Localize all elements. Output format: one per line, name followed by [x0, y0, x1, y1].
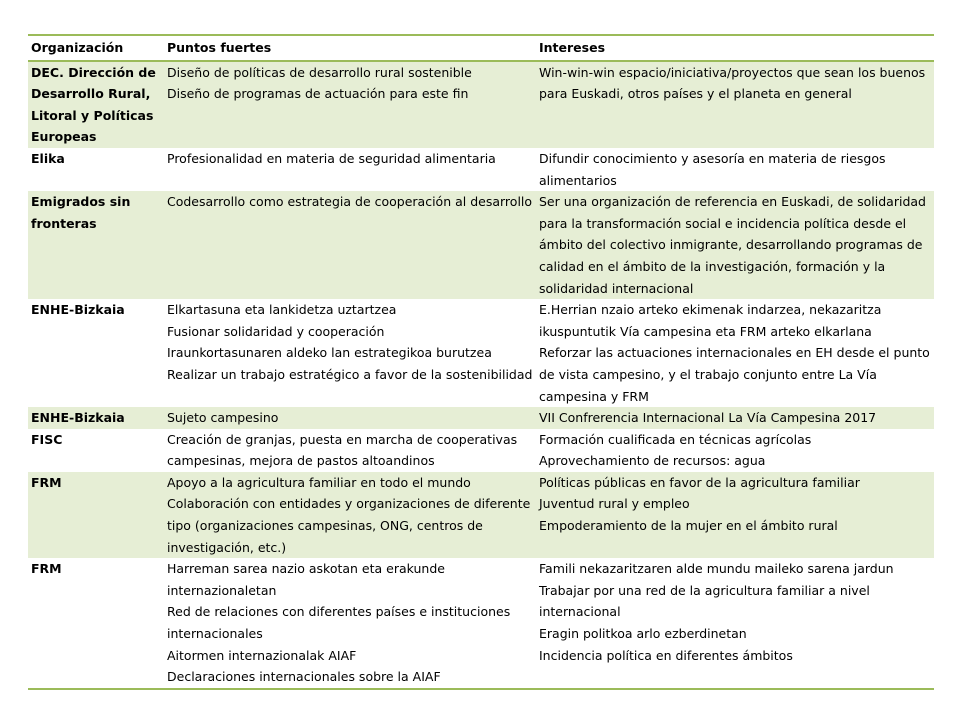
- strength-item: Red de relaciones con diferentes países e instituciones internacionales: [167, 604, 511, 642]
- organization-cell: Elika: [31, 150, 65, 166]
- strength-item: Declaraciones internacionales sobre la AIAF: [167, 669, 441, 685]
- interests-cell: [536, 407, 934, 429]
- interests-cell: [536, 472, 934, 558]
- strengths-cell: [164, 148, 536, 191]
- table-row: [28, 191, 934, 299]
- interest-item: Empoderamiento de la mujer en el ámbito rural: [539, 518, 838, 534]
- interests-cell: [536, 429, 934, 472]
- interests-cell: [536, 191, 934, 299]
- strength-item: Sujeto campesino: [167, 410, 279, 426]
- interest-item: Trabajar por una red de la agricultura familiar a nivel internacional: [539, 582, 870, 620]
- header-organizacion: Organización: [31, 40, 124, 55]
- interest-item: Reforzar las actuaciones internacionales en EH desde el punto de vista campesino, y el trabajo conjunto entre La Vía campesina y FRM: [539, 345, 930, 404]
- interests-cell: [536, 558, 934, 689]
- table-row: [28, 429, 934, 472]
- table-header: [28, 35, 934, 61]
- header-intereses: Intereses: [539, 40, 606, 55]
- table-row: [28, 558, 934, 689]
- strength-item: Colaboración con entidades y organizaciones de diferente tipo (organizaciones campesinas, ONG, centros de investigación, etc.): [167, 496, 531, 555]
- strength-item: Diseño de políticas de desarrollo rural sostenible: [167, 64, 472, 80]
- interest-item: Juventud rural y empleo: [539, 496, 690, 512]
- table-row: [28, 472, 934, 558]
- strength-item: Iraunkortasunaren aldeko lan estrategikoa burutzea: [167, 345, 492, 361]
- table-body: [28, 61, 934, 689]
- strengths-cell: [164, 407, 536, 429]
- table-row: [28, 148, 934, 191]
- strength-item: Aitormen internazionalak AIAF: [167, 647, 357, 663]
- table-row: [28, 299, 934, 407]
- strength-item: Diseño de programas de actuación para este fin: [167, 86, 469, 102]
- interest-item: Famili nekazaritzaren alde mundu maileko sarena jardun: [539, 561, 894, 577]
- interest-item: Incidencia política en diferentes ámbitos: [539, 647, 793, 663]
- strengths-cell: [164, 558, 536, 689]
- strengths-cell: [164, 472, 536, 558]
- organization-cell: ENHE-Bizkaia: [31, 302, 125, 318]
- header-puntos-fuertes: Puntos fuertes: [167, 40, 272, 55]
- interest-item: Eragin politkoa arlo ezberdinetan: [539, 626, 747, 642]
- strength-item: Harreman sarea nazio askotan eta erakunde internazionaletan: [167, 561, 445, 598]
- interest-item: Formación cualificada en técnicas agrícolas: [539, 431, 812, 447]
- interest-item: Ser una organización de referencia en Euskadi, de solidaridad para la transformación social e incidencia política desde el ámbito del colectivo inmigrante, desarrollando programas de calidad en el ámbito de la investigación, formación y la solidaridad internacional: [539, 194, 926, 296]
- interest-item: Difundir conocimiento y asesoría en materia de riesgos alimentarios: [539, 150, 886, 188]
- strengths-cell: [164, 61, 536, 148]
- header-row: [28, 35, 934, 61]
- interest-item: E.Herrian nzaio arteko ekimenak indarzea, nekazaritza ikuspuntutik Vía campesina eta FRM arteko elkarlana: [539, 302, 882, 339]
- organization-cell: Emigrados sin fronteras: [28, 191, 164, 299]
- interest-item: Win-win-win espacio/iniciativa/proyectos que sean los buenos para Euskadi, otros países y el planeta en general: [539, 64, 926, 102]
- strength-item: Apoyo a la agricultura familiar en todo el mundo: [167, 474, 471, 490]
- strength-item: Realizar un trabajo estratégico a favor de la sostenibilidad: [167, 366, 533, 382]
- organization-cell: ENHE-Bizkaia: [28, 407, 164, 429]
- interest-item: Políticas públicas en favor de la agricultura familiar: [539, 474, 860, 490]
- organization-cell: FISC: [31, 431, 63, 447]
- strength-item: Creación de granjas, puesta en marcha de cooperativas campesinas, mejora de pastos altoandinos: [167, 431, 518, 469]
- organization-cell: FRM: [31, 561, 62, 577]
- strength-item: Codesarrollo como estrategia de cooperación al desarrollo: [167, 194, 533, 210]
- interest-item: VII Confrerencia Internacional La Vía Campesina 2017: [539, 410, 877, 426]
- organizations-table: [28, 34, 934, 690]
- interest-item: Aprovechamiento de recursos: agua: [539, 453, 766, 469]
- interests-cell: [536, 148, 934, 191]
- strengths-cell: [164, 299, 536, 407]
- strengths-cell: [164, 191, 536, 299]
- table-row: [28, 407, 934, 429]
- strength-item: Elkartasuna eta lankidetza uztartzea: [167, 302, 397, 318]
- strength-item: Fusionar solidaridad y cooperación: [167, 323, 385, 339]
- interests-cell: [536, 299, 934, 407]
- strengths-cell: [164, 429, 536, 472]
- organization-cell: FRM: [28, 472, 164, 558]
- strength-item: Profesionalidad en materia de seguridad alimentaria: [167, 150, 496, 166]
- interests-cell: [536, 61, 934, 148]
- table-row: [28, 61, 934, 148]
- organizations-table-container: [28, 34, 934, 690]
- organization-cell: DEC. Dirección de Desarrollo Rural, Litoral y Políticas Europeas: [28, 61, 164, 148]
